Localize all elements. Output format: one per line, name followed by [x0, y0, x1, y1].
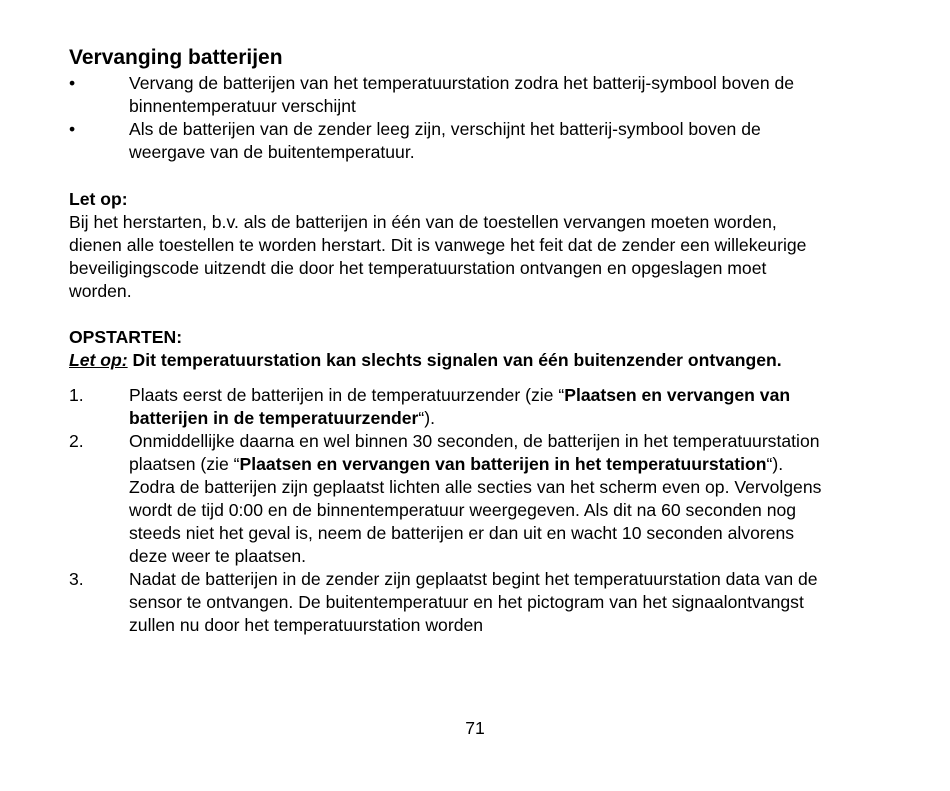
- startup-steps-list: [69, 384, 829, 637]
- step-text-end: “).: [418, 408, 435, 428]
- step-reference: Plaatsen en vervangen van batterijen in de temperatuurzender: [129, 385, 791, 428]
- battery-replacement-list: [69, 72, 829, 164]
- step-number: 3.: [69, 569, 84, 589]
- startup-note-text: Dit temperatuurstation kan slechts signalen van één buitenzender ontvangen.: [127, 350, 782, 370]
- note-paragraph: Bij het herstarten, b.v. als de batterijen in één van de toestellen vervangen moeten worden, dienen alle toestellen te worden herstart. Dit is vanwege het feit dat de zender een willekeurige beveiligingscode uitzendt die door het temperatuurstation ontvangen en opgeslagen moet worden.: [69, 212, 807, 301]
- step-text-end: “). Zodra de batterijen zijn geplaatst lichten alle secties van het scherm even op. Vervolgens wordt de tijd 0:00 en de binnentemperatuur weergegeven. Als dit na 60 seconden nog steeds niet het geval is, neem de batterijen er dan uit en wacht 10 seconden alvorens deze weer te plaatsen.: [129, 454, 822, 566]
- step-text: Plaats eerst de batterijen in de temperatuurzender (zie “: [129, 385, 565, 405]
- list-item: [69, 118, 829, 164]
- startup-heading: OPSTARTEN:: [69, 327, 183, 347]
- bullet-icon: •: [69, 119, 76, 139]
- list-item-text: Als de batterijen van de zender leeg zijn, verschijnt het batterij-symbool boven de weergave van de buitentemperatuur.: [129, 119, 761, 162]
- document-page: [69, 44, 829, 637]
- step-text: Onmiddellijke daarna en wel binnen 30 seconden, de batterijen in het temperatuurstation plaatsen (zie “: [129, 431, 820, 474]
- list-item-text: Vervang de batterijen van het temperatuurstation zodra het batterij-symbool boven de binnentemperatuur verschijnt: [129, 73, 795, 116]
- bullet-icon: •: [69, 73, 76, 93]
- step-number: 2.: [69, 431, 84, 451]
- page-number: 71: [465, 718, 485, 738]
- startup-note-label: Let op:: [69, 350, 128, 370]
- note-heading: Let op:: [69, 189, 128, 209]
- list-item: [69, 568, 829, 637]
- step-reference: Plaatsen en vervangen van batterijen in het temperatuurstation: [239, 454, 767, 474]
- step-text: Nadat de batterijen in de zender zijn geplaatst begint het temperatuurstation data van de sensor te ontvangen. De buitentemperatuur en het pictogram van het signaalontvangst zullen nu door het temperatuurstation worden: [129, 569, 818, 635]
- step-number: 1.: [69, 385, 84, 405]
- list-item: [69, 72, 829, 118]
- list-item: [69, 384, 829, 430]
- list-item: [69, 430, 829, 568]
- section-title-battery-replacement: Vervanging batterijen: [69, 46, 283, 69]
- startup-note: [69, 349, 829, 372]
